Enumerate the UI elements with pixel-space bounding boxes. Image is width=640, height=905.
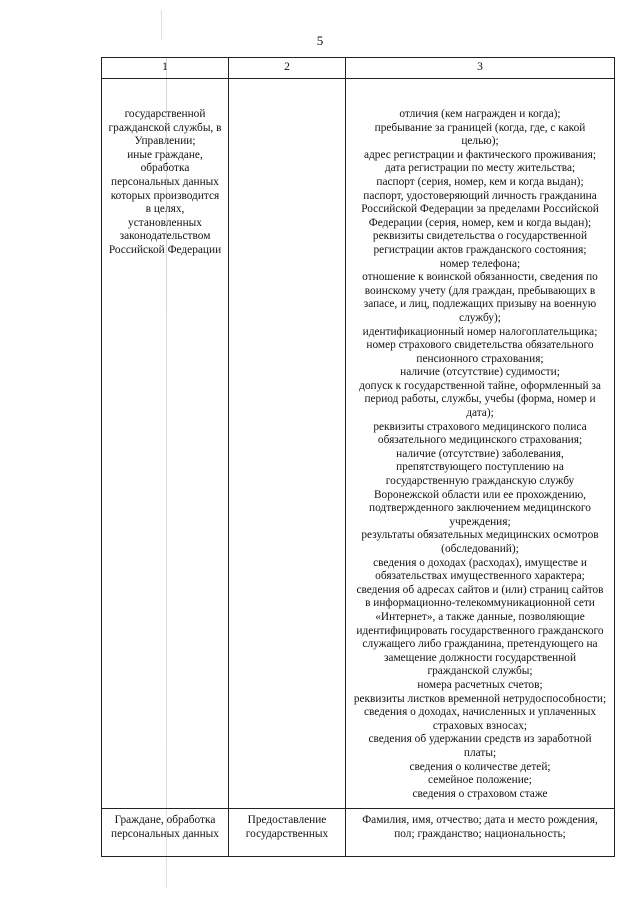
text-line: дата регистрации по месту жительства; <box>384 162 576 175</box>
text-line: Российской Федерации <box>108 243 222 256</box>
text-line: адрес регистрации и фактического проживания; <box>364 148 596 161</box>
text-line: допуск к государственной тайне, оформленный за <box>359 379 601 392</box>
subject-category-cell <box>102 809 229 857</box>
text-line: отношение к воинской обязанности, сведения по <box>362 271 598 284</box>
text-line: платы; <box>463 746 497 759</box>
text-line: наличие (отсутствие) заболевания, <box>396 447 564 460</box>
text-line: семейное положение; <box>428 774 532 787</box>
text-line: препятствующего поступлению на <box>396 461 564 474</box>
text-line: паспорт, удостоверяющий личность гражданина <box>363 189 597 202</box>
text-line: подтвержденного заключением медицинского <box>369 502 591 515</box>
text-line: отличия (кем награжден и когда); <box>399 108 561 120</box>
text-line: пенсионного страхования; <box>416 352 544 365</box>
text-line: установленных <box>128 216 202 229</box>
column-number-2: 2 <box>229 58 346 79</box>
text-line: Российской Федерации за пределами Российской <box>361 203 599 216</box>
text-line: гражданской службы, в <box>108 121 222 134</box>
text-line: в целях, <box>145 203 185 216</box>
purpose-cell <box>229 809 346 857</box>
page-number: 5 <box>316 33 324 48</box>
text-line: паспорт (серия, номер, кем и когда выдан); <box>376 175 584 188</box>
text-line: обязательного медицинского страхования; <box>377 434 583 447</box>
text-line: в информационно-телекоммуникационной сети <box>365 597 595 610</box>
table-header-row <box>102 58 615 79</box>
table-row <box>102 809 615 857</box>
column-number-1: 1 <box>102 58 229 79</box>
text-line: пребывание за границей (когда, где, с какой <box>374 121 586 134</box>
text-line: идентификационный номер налогоплательщика; <box>362 325 598 338</box>
text-line: номер телефона; <box>439 257 521 270</box>
text-line: государственную гражданскую службу <box>385 475 575 488</box>
text-line: сведения о количестве детей; <box>409 760 551 773</box>
text-line: регистрации актов гражданского состояния; <box>373 243 587 256</box>
text-line: Граждане, обработка <box>114 814 216 826</box>
data-list-cell <box>346 809 615 857</box>
text-line: замещение должности государственной <box>383 651 577 664</box>
text-line: номер страхового свидетельства обязательного <box>366 339 594 352</box>
text-line: пол; гражданство; национальность; <box>394 827 566 840</box>
text-line: сведения о доходах (расходах), имуществе и <box>373 556 587 569</box>
text-line: законодательством <box>119 230 211 243</box>
text-line: наличие (отсутствие) судимости; <box>400 366 560 379</box>
subject-category-cell <box>102 79 229 809</box>
text-line: номера расчетных счетов; <box>417 678 543 691</box>
text-line: запасе, и лиц, подлежащих призыву на военную <box>363 298 597 311</box>
text-line: целью); <box>461 135 499 148</box>
text-line: период работы, службы, учебы (форма, номер и <box>364 393 596 406</box>
data-list-cell <box>346 79 615 809</box>
text-line: которых производится <box>110 189 220 202</box>
personal-data-table <box>101 57 615 857</box>
text-line: (обследований); <box>441 543 519 555</box>
text-line: государственных <box>245 827 329 840</box>
purpose-cell <box>229 79 346 809</box>
text-line: персональных данных <box>111 827 219 840</box>
text-line: службу); <box>459 311 501 324</box>
text-line: Управлении; <box>134 135 196 148</box>
text-line: Предоставление <box>247 814 327 826</box>
text-line: служащего либо гражданина, претендующего на <box>362 638 598 651</box>
text-line: гражданской службы; <box>427 665 533 678</box>
text-line: сведения об адресах сайтов и (или) страниц сайтов <box>356 583 604 596</box>
text-line: учреждения; <box>449 515 511 528</box>
text-line: обработка <box>140 162 190 175</box>
table-row <box>102 79 615 809</box>
text-line: сведения об удержании средств из заработной <box>368 733 592 746</box>
column-number-3: 3 <box>346 58 615 79</box>
text-line: Воронежской области или ее прохождению, <box>373 488 587 501</box>
text-line: иные граждане, <box>127 148 203 161</box>
text-line: государственной <box>124 108 206 120</box>
text-line: дата); <box>466 407 494 420</box>
text-line: реквизиты листков временной нетрудоспособности; <box>353 692 607 705</box>
text-line: Фамилия, имя, отчество; дата и место рождения, <box>362 814 598 826</box>
text-line: реквизиты свидетельства о государственной <box>372 230 588 243</box>
text-line: результаты обязательных медицинских осмотров <box>361 529 599 542</box>
text-line: обязательствах имущественного характера; <box>375 570 585 583</box>
text-line: реквизиты страхового медицинского полиса <box>373 420 587 433</box>
text-line: идентифицировать государственного гражданского <box>356 624 604 637</box>
text-line: «Интернет», а также данные, позволяющие <box>375 610 585 623</box>
text-line: Федерации (серия, номер, кем и когда выдан); <box>368 216 592 229</box>
text-line: сведения о доходах, начисленных и уплаченных <box>363 706 597 719</box>
text-line: воинскому учету (для граждан, пребывающих в <box>364 284 596 297</box>
text-line: страховых взносах; <box>432 719 528 732</box>
text-line: персональных данных <box>111 175 219 188</box>
text-line: сведения о страховом стаже <box>412 787 548 800</box>
